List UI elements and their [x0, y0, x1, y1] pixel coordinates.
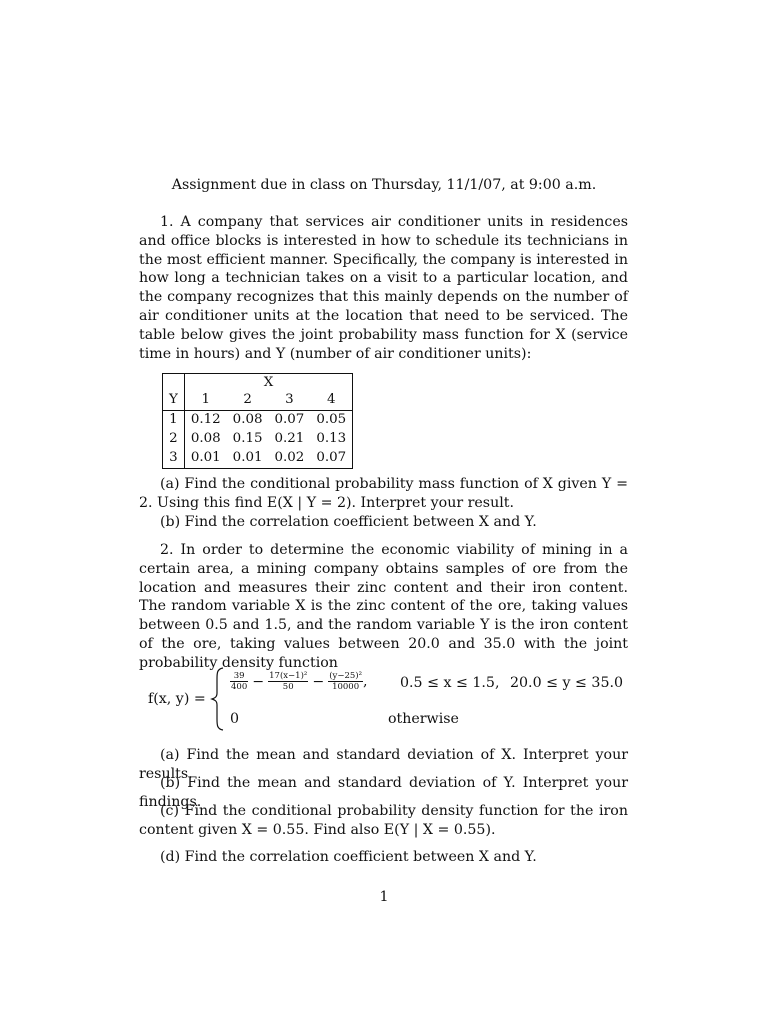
- page-number: 1: [379, 889, 389, 905]
- condition-y: 20.0 ≤ y ≤ 35.0: [510, 675, 624, 691]
- problem2-part-b: (b) Find the mean and standard deviation of Y. Interpret your findings.: [139, 775, 628, 810]
- formula-case-1: $\frac{39}{400}$ − $\frac{\text{17(x−1)²}}{50}$ − $\frac{\text{(y−25)²}}{10000}$ ,: [231, 671, 368, 692]
- table-cell: 0.05: [310, 411, 352, 431]
- table-cell: 0.07: [310, 449, 352, 469]
- table-row: [163, 449, 353, 469]
- formula-case-2: 0: [230, 711, 240, 727]
- table-x-value: 1: [201, 392, 211, 407]
- assignment-header: Assignment due in class on Thursday, 11/1/07, at 9:00 a.m.: [171, 177, 597, 193]
- joint-pmf-table: [162, 373, 353, 469]
- table-cell: 0.08: [227, 411, 269, 431]
- table-x-value: 3: [285, 392, 294, 407]
- table-y-value: 1: [163, 411, 185, 431]
- table-cell: 0.01: [184, 449, 226, 469]
- table-cell: 0.12: [184, 411, 226, 431]
- table-x-value: 2: [243, 392, 252, 407]
- table-cell: 0.08: [190, 431, 221, 446]
- problem1-part-b: (b) Find the correlation coefficient between X and Y.: [160, 514, 537, 530]
- table-corner: [163, 374, 185, 392]
- table-cell: 0.07: [269, 411, 311, 431]
- left-brace-icon: [210, 667, 226, 731]
- fraction-term-1: $\frac{39}{400}$: [231, 671, 248, 692]
- table-cell: 0.21: [274, 431, 305, 446]
- table-x-header: X: [184, 374, 352, 392]
- problem2-part-a: (a) Find the mean and standard deviation of X. Interpret your results.: [139, 747, 628, 782]
- table-y-value: 2: [163, 430, 185, 449]
- formula-lhs: f(x, y) =: [148, 691, 206, 707]
- table-cell: 0.01: [227, 449, 269, 469]
- table-cell: 0.15: [232, 431, 263, 446]
- table-row: [163, 411, 353, 431]
- fraction-term-2: $\frac{\text{17(x−1)²}}{50}$: [269, 671, 308, 692]
- fraction-term-3: $\frac{\text{(y−25)²}}{10000}$: [329, 671, 362, 692]
- condition-x: 0.5 ≤ x ≤ 1.5,: [400, 675, 500, 691]
- problem2-intro: 2. In order to determine the economic viability of mining in a certain area, a mining company obtains samples of ore from the location and measures their zinc content and their iron content. The random variable X is the zinc content of the ore, taking values between 0.5 and 1.5, and the random variable Y is the iron content of the ore, taking values between 20.0 and 35.0 with the joint probability density function: [139, 542, 628, 671]
- table-x-value: 4: [326, 392, 336, 407]
- problem1-part-a: (a) Find the conditional probability mass function of X given Y = 2. Using this find E(X | Y = 2). Interpret your result.: [139, 476, 628, 511]
- table-y-value: 3: [163, 449, 185, 469]
- table-cell: 0.13: [316, 431, 347, 446]
- problem2-part-c: (c) Find the conditional probability density function for the iron content given X = 0.55. Find also E(Y | X = 0.55).: [139, 803, 628, 838]
- table-cell: 0.02: [269, 449, 311, 469]
- joint-pdf-formula: [148, 665, 628, 735]
- table-row: [163, 430, 353, 449]
- problem1-intro: 1. A company that services air conditioner units in residences and office blocks is interested in how to schedule its technicians in the most efficient manner. Specifically, the company is interested in how long a technician takes on a visit to a particular location, and the company recognizes that this mainly depends on the number of air conditioner units at the location that need to be serviced. The table below gives the joint probability mass function for X (service time in hours) and Y (number of air conditioner units):: [139, 214, 628, 362]
- problem2-part-d: (d) Find the correlation coefficient between X and Y.: [160, 849, 537, 865]
- table-y-header: Y: [163, 391, 185, 411]
- otherwise-label: otherwise: [388, 711, 459, 727]
